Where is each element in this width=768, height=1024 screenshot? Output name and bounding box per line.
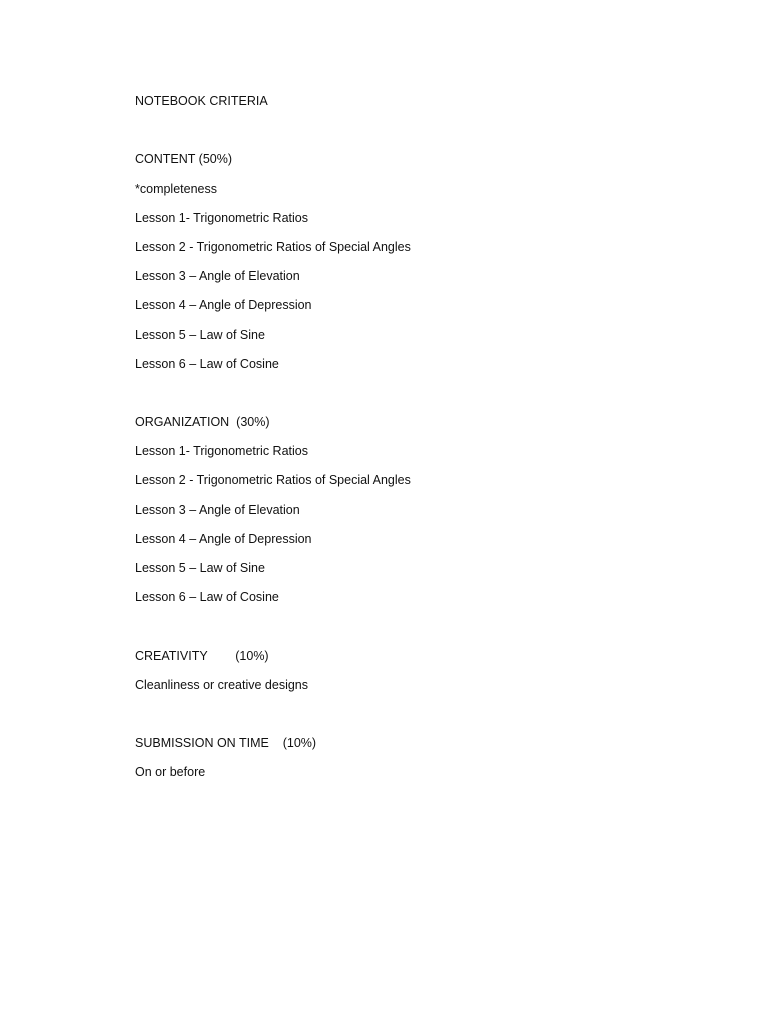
section-heading-organization: ORGANIZATION (30%) xyxy=(135,415,270,430)
organization-line: Lesson 5 – Law of Sine xyxy=(135,561,265,575)
content-line: Lesson 2 - Trigonometric Ratios of Special Angles xyxy=(135,239,411,254)
section-heading-content: CONTENT (50%) xyxy=(135,152,233,167)
content-line: Lesson 5 – Law of Sine xyxy=(135,327,265,342)
organization-line: Lesson 6 – Law of Cosine xyxy=(135,590,279,605)
submission-line: On or before xyxy=(135,765,206,780)
organization-line: Lesson 4 – Angle of Depression xyxy=(135,531,312,546)
section-heading-creativity: CREATIVITY (10%) xyxy=(135,648,269,663)
content-line: Lesson 1- Trigonometric Ratios xyxy=(135,210,308,225)
document-body xyxy=(135,93,735,794)
spacer xyxy=(135,706,735,735)
organization-line: Lesson 3 – Angle of Elevation xyxy=(135,502,300,517)
content-line: *completeness xyxy=(135,181,217,196)
document-title: NOTEBOOK CRITERIA xyxy=(135,94,268,108)
content-line: Lesson 3 – Angle of Elevation xyxy=(135,269,300,284)
spacer xyxy=(135,122,735,151)
section-heading-submission: SUBMISSION ON TIME (10%) xyxy=(135,736,317,751)
content-line: Lesson 4 – Angle of Depression xyxy=(135,298,312,313)
organization-line: Lesson 1- Trigonometric Ratios xyxy=(135,444,308,459)
creativity-line: Cleanliness or creative designs xyxy=(135,677,309,692)
organization-line: Lesson 2 - Trigonometric Ratios of Special Angles xyxy=(135,473,411,488)
spacer xyxy=(135,385,735,414)
spacer xyxy=(135,618,735,647)
content-line: Lesson 6 – Law of Cosine xyxy=(135,356,279,371)
